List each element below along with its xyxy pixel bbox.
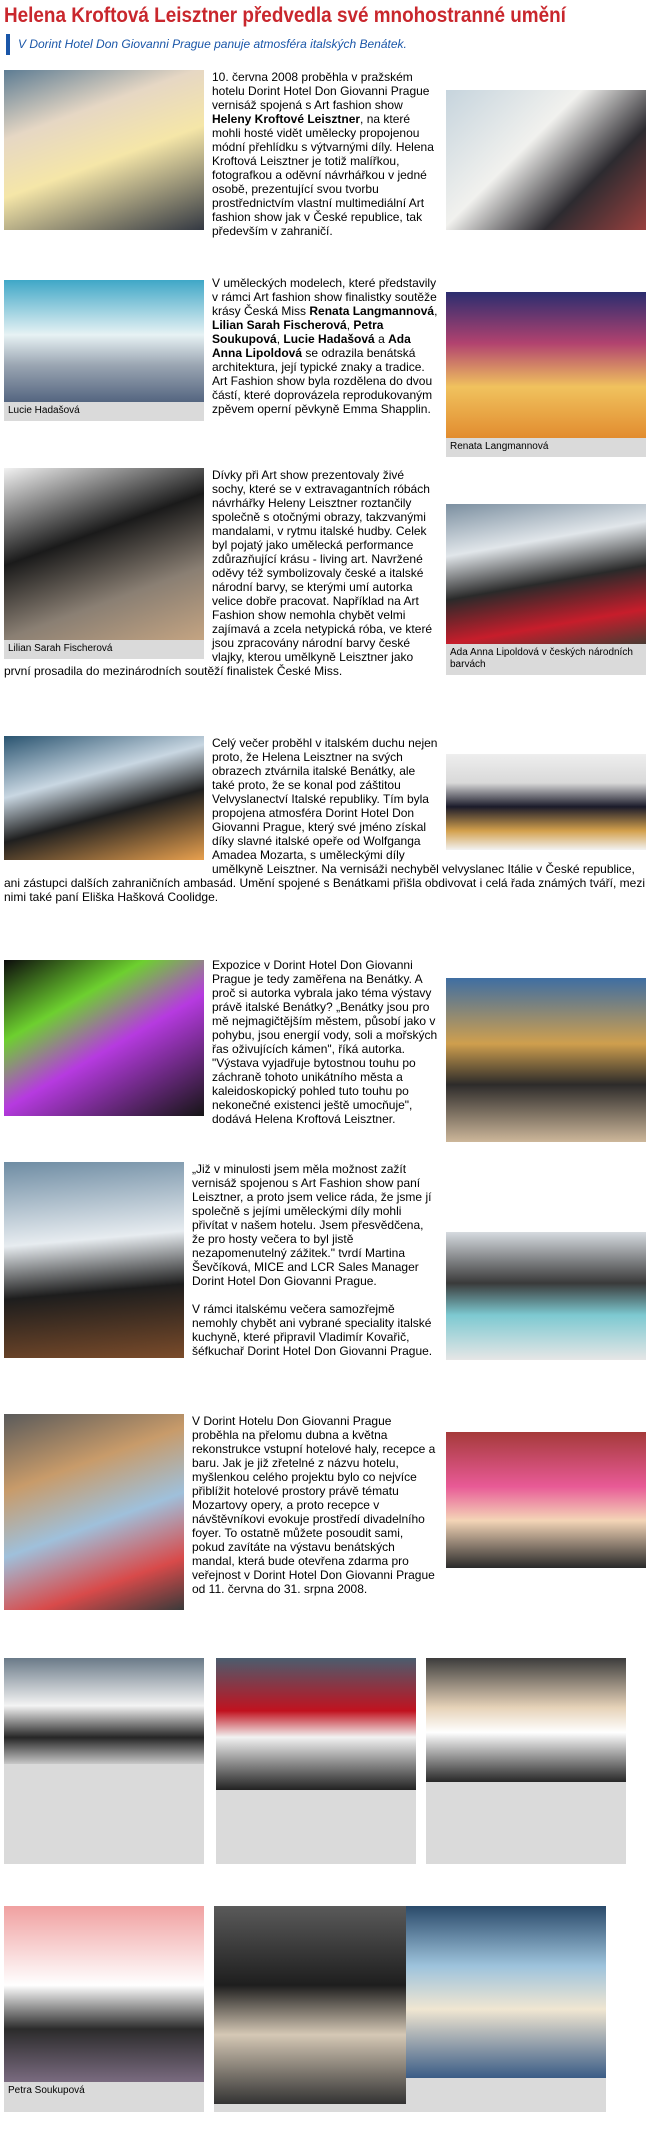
section-paragraph: Dívky při Art show prezentovaly živé sochy, které se v extravagantních róbách návrhářky Heleny Leisztner roztančily společně s otočnými obrazy, takzvanými mandalami, v rytmu italské hudby. Celek byl pojatý jako umělecká performance zdůrazňující krásu - living art. Navržené oděvy též symbolizovaly české a italské národní barvy, se kterými umí autorka velice dobře pracovat. Například na Art Fashion show nemohla chybět velmi zajímavá a zcela netypická róba, ve které jsou zpracovány národní barvy české vlajky, kterou umělkyně Leisztner jako první prosadila do mezinárodních soutěží finalistek České Miss.: [4, 468, 433, 678]
photo-image: [4, 468, 204, 640]
photo-section-6-left[interactable]: [4, 1162, 184, 1358]
article-section-4: [4, 736, 646, 904]
photo-section-7-left[interactable]: [4, 1414, 184, 1610]
photo-caption: [214, 2104, 414, 2110]
article-title: Helena Kroftová Leisztner předvedla své mnohostranné umění: [4, 4, 566, 27]
gallery-photo[interactable]: [4, 1906, 204, 2112]
article-section-3: [4, 468, 646, 679]
photo-section-5-right[interactable]: [446, 978, 646, 1142]
photo-caption: Ada Anna Lipoldová v českých národních barvách: [450, 647, 633, 670]
photo-section-7-right[interactable]: [446, 1432, 646, 1568]
photo-section-3-left[interactable]: [4, 468, 204, 659]
section-paragraph: V uměleckých modelech, které představily v rámci Art fashion show finalistky soutěže krásy Česká Miss Renata Langmannová, Lilian Sarah Fischerová, Petra Soukupová, Lucie Hadašová a Ada Anna Lipoldová se odrazila benátská architektura, její typické znaky a tradice. Art Fashion show byla rozdělena do dvou částí, které doprovázela reprodukovaným zpěvem operní pěvkyně Emma Shapplin.: [212, 276, 438, 416]
photo-caption: [426, 1782, 626, 1788]
photo-image: [426, 1658, 626, 1782]
photo-section-2-right[interactable]: [446, 292, 646, 457]
photo-image: [214, 1906, 414, 2104]
photo-image: [446, 1232, 646, 1360]
photo-image: [4, 70, 204, 230]
photo-section-3-right[interactable]: [446, 504, 646, 675]
photo-image: [446, 754, 646, 850]
photo-section-6-right[interactable]: [446, 1232, 646, 1360]
article-section-2: [4, 276, 646, 461]
photo-caption: Petra Soukupová: [8, 2085, 85, 2096]
photo-image: [446, 978, 646, 1142]
photo-image: [4, 960, 204, 1116]
photo-section-1-left[interactable]: [4, 70, 204, 230]
photo-image: [406, 1906, 606, 2078]
photo-caption: [406, 2078, 606, 2084]
article-section-5: [4, 958, 646, 1146]
photo-image: [446, 1432, 646, 1568]
article-section-7: [4, 1414, 646, 1614]
article-section-6: [4, 1162, 646, 1364]
section-paragraph: „Již v minulosti jsem měla možnost zažít vernisáž spojenou s Art Fashion show paní Leisztner, a proto jsem velice ráda, že jsme jí společně s jejími uměleckými díly mohli přivítat v našem hotelu. Jsem přesvědčena, že pro hosty večera to byl jistě nezapomenutelný zážitek." tvrdí Martina Ševčíková, MICE and LCR Sales Manager Dorint Hotel Don Giovanni Prague.: [192, 1162, 432, 1288]
photo-image: [4, 1162, 184, 1358]
photo-image: [4, 280, 204, 402]
gallery-photo[interactable]: [216, 1658, 416, 1864]
section-paragraph: 10. června 2008 proběhla v pražském hotelu Dorint Hotel Don Giovanni Prague vernisáž spojená s Art fashion show Heleny Kroftové Leisztner, na které mohli hosté vidět umělecky propojenou módní přehlídku s výtvarnými díly. Helena Kroftová Leisztner je totiž malířkou, fotografkou a oděvní návrhářkou v jedné osobě, prezentující svou tvorbu prostřednictvím vlastní multimediální Art fashion show jak v České republice, tak především v zahraničí.: [212, 70, 434, 238]
photo-caption: [4, 1764, 204, 1770]
article-section-1: [4, 70, 646, 238]
photo-section-1-right[interactable]: [446, 90, 646, 230]
photo-section-4-left[interactable]: [4, 736, 204, 860]
gallery-photo[interactable]: [4, 1658, 204, 1864]
photo-caption: Lucie Hadašová: [8, 405, 80, 416]
photo-image: [4, 1414, 184, 1610]
photo-image: [446, 504, 646, 644]
photo-image: [4, 1658, 204, 1764]
gallery-photo[interactable]: [214, 1906, 414, 2112]
photo-image: [4, 736, 204, 860]
section-paragraph: V Dorint Hotelu Don Giovanni Prague proběhla na přelomu dubna a května rekonstrukce vstupní hotelové haly, recepce a baru. Jak je již zřetelné z názvu hotelu, myšlenkou celého projektu bylo co nejvíce přiblížit hotelové prostory právě tématu Mozartovy opery, a proto recepce v návštěvníkovi evokuje prostředí divadelního foyer. To ostatně můžete posoudit sami, pokud zavítáte na výstavu benátských mandal, která bude otevřena zdarma pro veřejnost v Dorint Hotel Don Giovanni Prague od 11. června do 31. srpna 2008.: [192, 1414, 436, 1596]
section-paragraph: Expozice v Dorint Hotel Don Giovanni Prague je tedy zaměřena na Benátky. A proč si autorka vybrala jako téma výstavy právě italské Benátky? „Benátky jsou pro mě nejmagičtějším městem, působí jako v pohybu, jsou energií vody, soli a mořských řas oživujících kámen", říká autorka. "Výstava vyjadřuje bytostnou touhu po záchraně tohoto unikátního města a kaleidoskopický pohled tuto touhu po nekonečné existenci ještě umocňuje", dodává Helena Kroftová Leisztner.: [212, 958, 438, 1126]
gallery-photo[interactable]: [406, 1906, 606, 2112]
section-paragraph: V rámci italskému večera samozřejmě nemohly chybět ani vybrané speciality italské kuchyně, které připravil Vladimír Kovařič, šéfkuchař Dorint Hotel Don Giovanni Prague.: [192, 1302, 433, 1358]
photo-section-2-left[interactable]: [4, 280, 204, 421]
photo-image: [446, 292, 646, 438]
photo-caption: Lilian Sarah Fischerová: [8, 643, 113, 654]
photo-image: [446, 90, 646, 230]
photo-caption: Renata Langmannová: [450, 441, 549, 452]
photo-section-5-left[interactable]: [4, 960, 204, 1116]
photo-caption: [216, 1790, 416, 1796]
gallery-photo[interactable]: [426, 1658, 626, 1864]
photo-gallery-row-1: [0, 1658, 650, 1864]
article-lead: V Dorint Hotel Don Giovanni Prague panuje atmosféra italských Benátek.: [6, 34, 644, 55]
photo-section-4-right[interactable]: [446, 754, 646, 850]
photo-image: [4, 1906, 204, 2082]
photo-gallery-row-2: [0, 1906, 650, 2112]
photo-image: [216, 1658, 416, 1790]
section-paragraph: Celý večer proběhl v italském duchu nejen proto, že Helena Leisztner na svých obrazech ztvárnila italské Benátky, ale také proto, že se konal pod záštitou Velvyslanectví Italské republiky. Tím byla propojena atmosféra Dorint Hotel Don Giovanni Prague, který své jméno získal díky slavné italské opeře od Wolfganga Amadea Mozarta, s uměleckými díly umělkyně Leisztner. Na vernisáži nechyběl velvyslanec Itálie v České republice, ani zástupci dalších zahraničních ambasád. Umění spojené s Benátkami přišla obdivovat i celá řada známých tváří, mezi nimi také paní Eliška Hašková Coolidge.: [4, 736, 645, 904]
